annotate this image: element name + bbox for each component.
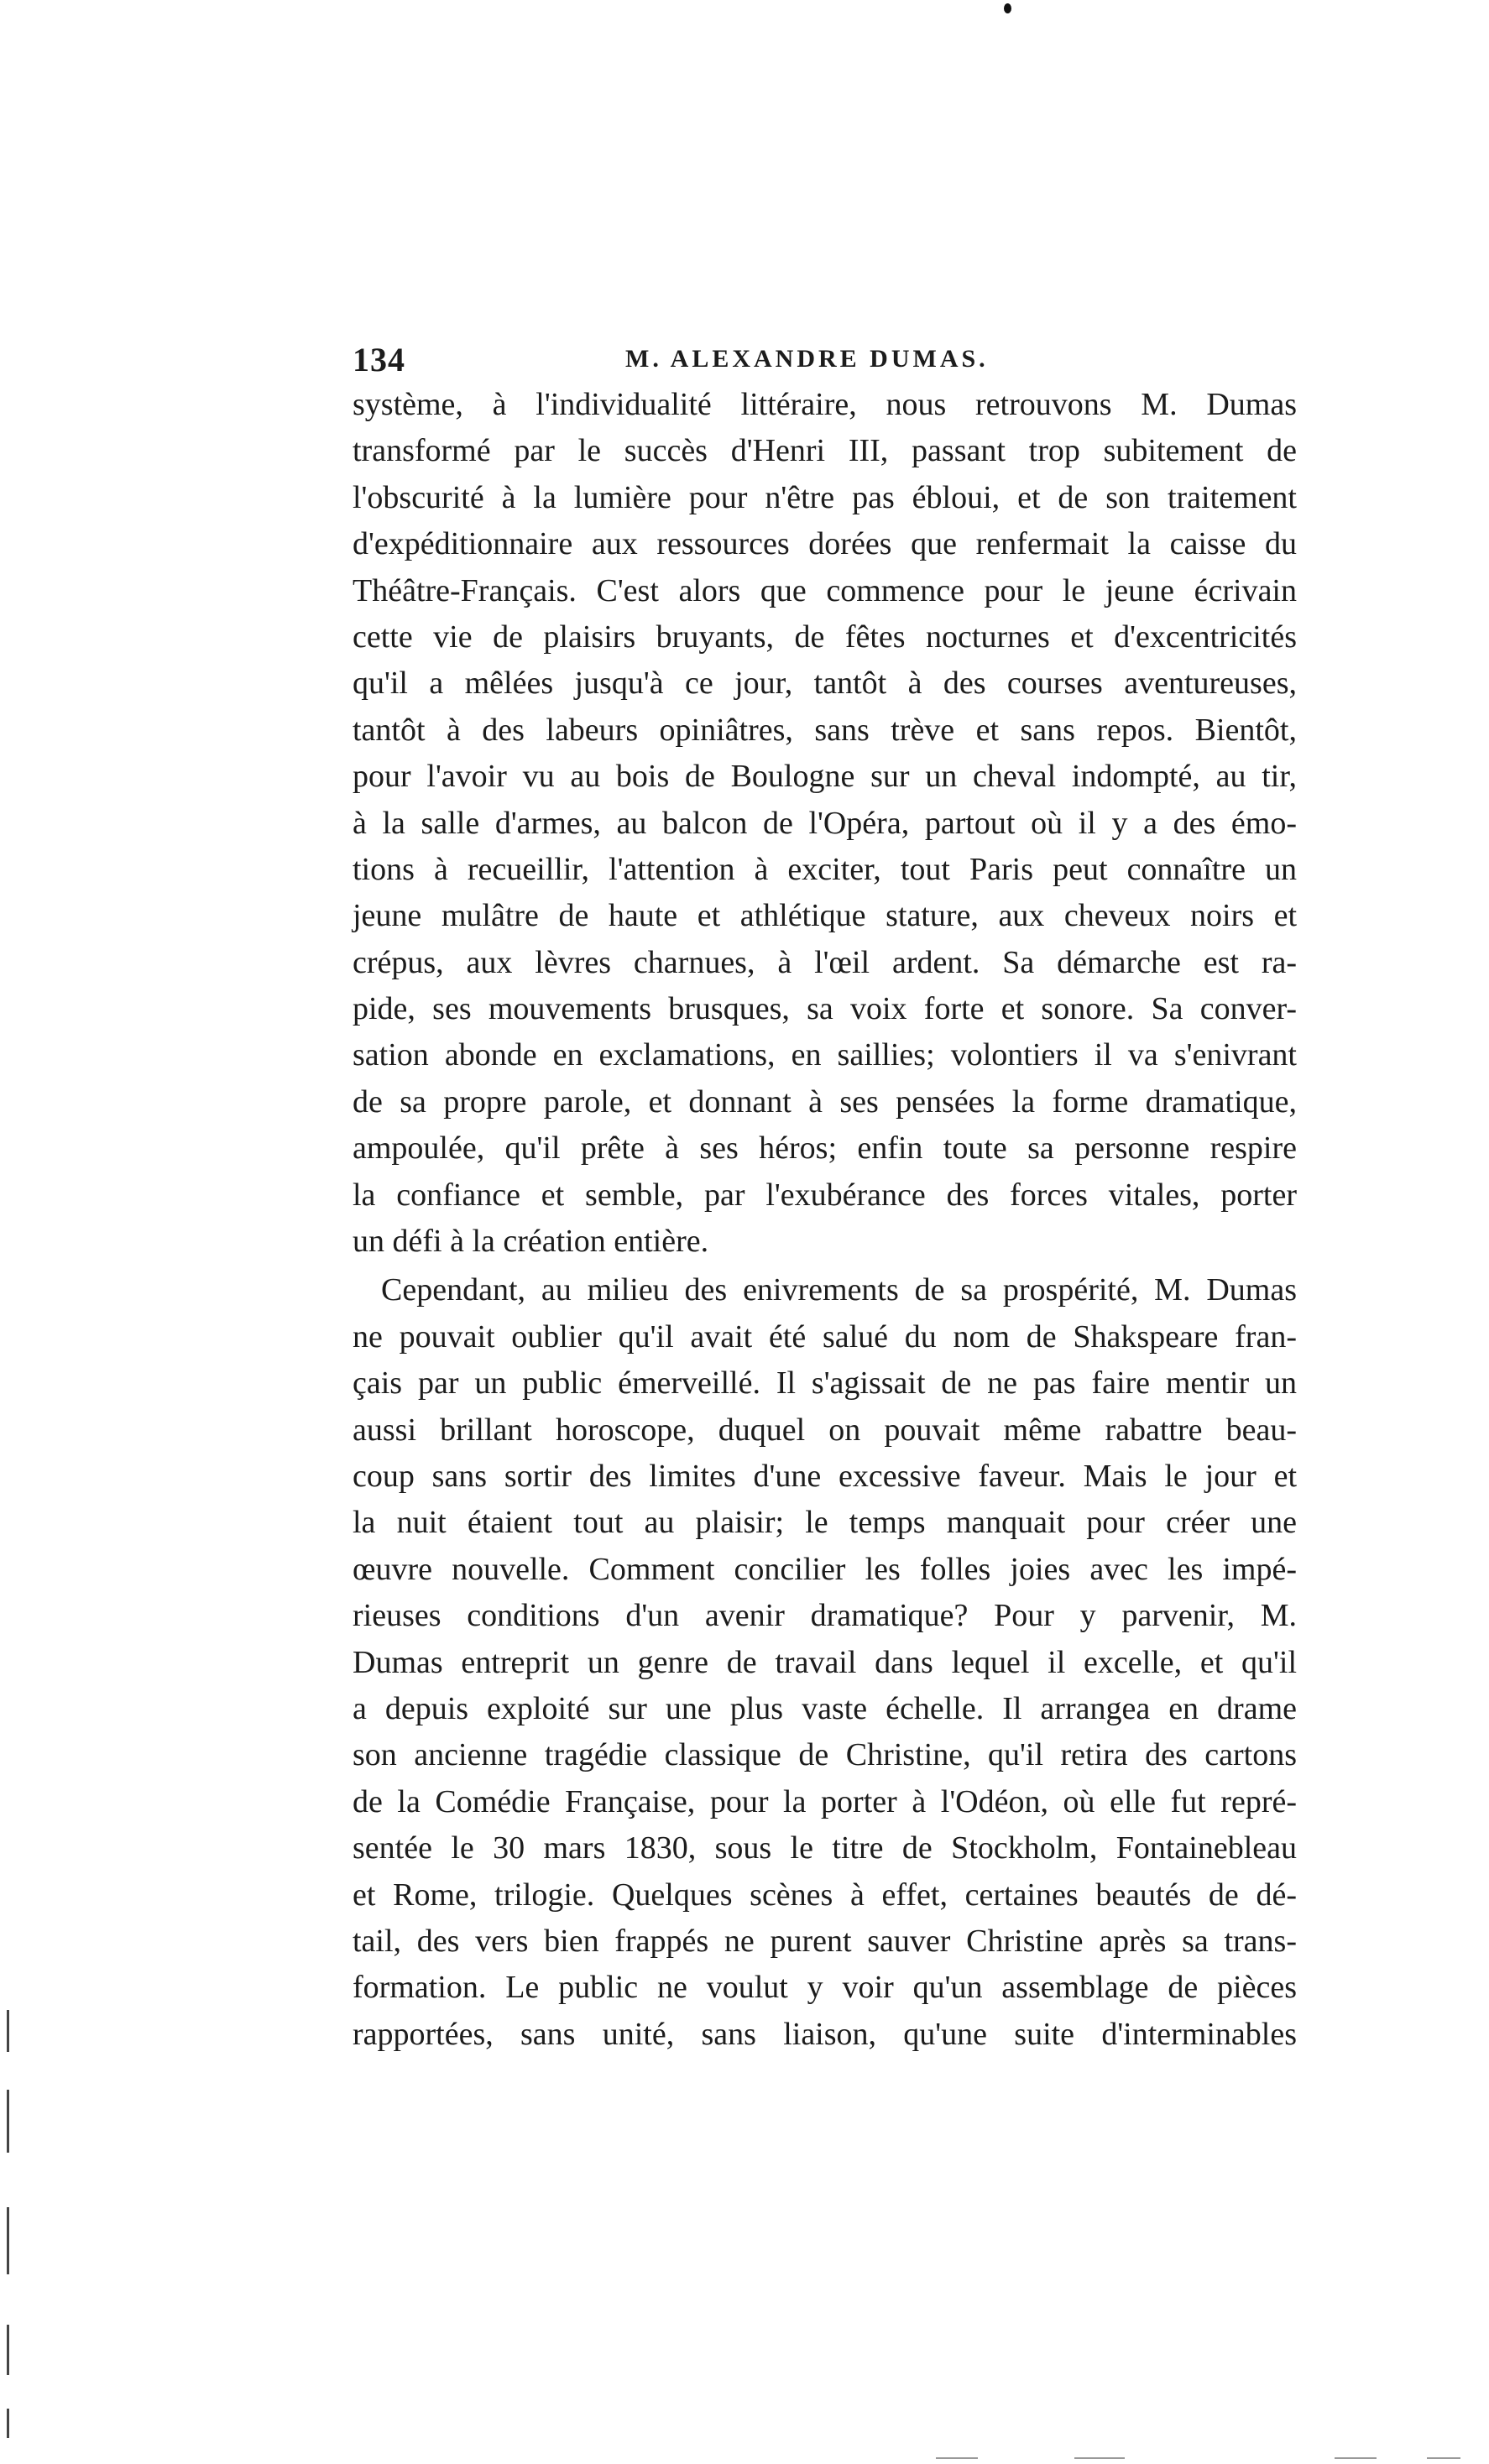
text-line: tantôt à des labeurs opiniâtres, sans trève et sans repos. Bientôt,: [353, 712, 1297, 748]
scan-artifact: [7, 2207, 9, 2274]
text-line: de la Comédie Française, pour la porter à l'Odéon, où elle fut repré-: [353, 1783, 1297, 1819]
page-header: [353, 340, 1297, 382]
text-line: de sa propre parole, et donnant à ses pensées la forme dramatique,: [353, 1083, 1297, 1120]
text-line: système, à l'individualité littéraire, nous retrouvons M. Dumas: [353, 387, 1297, 422]
body-text: [353, 382, 1297, 2058]
text-line: rapportées, sans unité, sans liaison, qu'une suite d'interminables: [353, 2016, 1297, 2052]
text-line: tail, des vers bien frappés ne purent sauver Christine après sa trans-: [353, 1923, 1297, 1959]
text-line: la nuit étaient tout au plaisir; le temps manquait pour créer une: [353, 1505, 1297, 1541]
scan-artifact: [936, 2457, 978, 2459]
text-line: et Rome, trilogie. Quelques scènes à effet, certaines beautés de dé-: [353, 1877, 1297, 1913]
text-line: pide, ses mouvements brusques, sa voix forte et sonore. Sa conver-: [353, 991, 1297, 1027]
text-line: Dumas entreprit un genre de travail dans lequel il excelle, et qu'il: [353, 1644, 1297, 1680]
scan-artifact: [1335, 2457, 1377, 2459]
text-line: formation. Le public ne voulut y voir qu'un assemblage de pièces: [353, 1970, 1297, 2006]
scan-artifact: [1074, 2457, 1125, 2459]
text-line: l'obscurité à la lumière pour n'être pas ébloui, et de son traitement: [353, 479, 1297, 515]
text-line: transformé par le succès d'Henri III, passant trop subitement de: [353, 433, 1297, 469]
scan-artifact: [7, 2010, 9, 2052]
text-line: à la salle d'armes, au balcon de l'Opéra, partout où il y a des émo-: [353, 805, 1297, 841]
text-line: d'expéditionnaire aux ressources dorées que renfermait la caisse du: [353, 526, 1297, 562]
text-line: sentée le 30 mars 1830, sous le titre de Stockholm, Fontainebleau: [353, 1830, 1297, 1866]
scan-artifact: [7, 2090, 9, 2153]
text-line: crépus, aux lèvres charnues, à l'œil ardent. Sa démarche est ra-: [353, 944, 1297, 980]
text-line: un défi à la création entière.: [353, 1224, 709, 1260]
text-line: son ancienne tragédie classique de Christine, qu'il retira des cartons: [353, 1737, 1297, 1773]
scan-artifact: [7, 2325, 9, 2375]
text-line: aussi brillant horoscope, duquel on pouvait même rabattre beau-: [353, 1412, 1297, 1448]
text-line: œuvre nouvelle. Comment concilier les folles joies avec les impé-: [353, 1551, 1297, 1587]
paragraph-2: [353, 1267, 1297, 2058]
text-line: pour l'avoir vu au bois de Boulogne sur un cheval indompté, au tir,: [353, 759, 1297, 795]
ink-speck: [1004, 3, 1011, 13]
text-line: çais par un public émerveillé. Il s'agissait de ne pas faire mentir un: [353, 1365, 1297, 1402]
text-line: Théâtre-Français. C'est alors que commence pour le jeune écrivain: [353, 572, 1297, 608]
text-line: ampoulée, qu'il prête à ses héros; enfin toute sa personne respire: [353, 1130, 1297, 1167]
scan-artifact: [1427, 2457, 1460, 2459]
text-line: cette vie de plaisirs bruyants, de fêtes nocturnes et d'excentricités: [353, 619, 1297, 655]
text-line: Cependant, au milieu des enivrements de sa prospérité, M. Dumas: [381, 1272, 1297, 1308]
text-line: la confiance et semble, par l'exubérance des forces vitales, porter: [353, 1177, 1297, 1213]
text-line: qu'il a mêlées jusqu'à ce jour, tantôt à des courses aventureuses,: [353, 666, 1297, 702]
page-number: 134: [353, 341, 405, 378]
text-line: tions à recueillir, l'attention à exciter, tout Paris peut connaître un: [353, 851, 1297, 887]
running-head: M. ALEXANDRE DUMAS.: [625, 345, 989, 373]
text-line: a depuis exploité sur une plus vaste échelle. Il arrangea en drame: [353, 1690, 1297, 1726]
text-line: sation abonde en exclamations, en saillies; volontiers il va s'enivrant: [353, 1037, 1297, 1073]
text-line: coup sans sortir des limites d'une excessive faveur. Mais le jour et: [353, 1458, 1297, 1494]
text-line: rieuses conditions d'un avenir dramatique? Pour y parvenir, M.: [353, 1598, 1297, 1634]
text-line: ne pouvait oublier qu'il avait été salué du nom de Shakspeare fran-: [353, 1318, 1297, 1355]
scan-artifact: [7, 2409, 9, 2438]
paragraph-1: [353, 382, 1297, 1265]
text-line: jeune mulâtre de haute et athlétique stature, aux cheveux noirs et: [353, 898, 1297, 934]
